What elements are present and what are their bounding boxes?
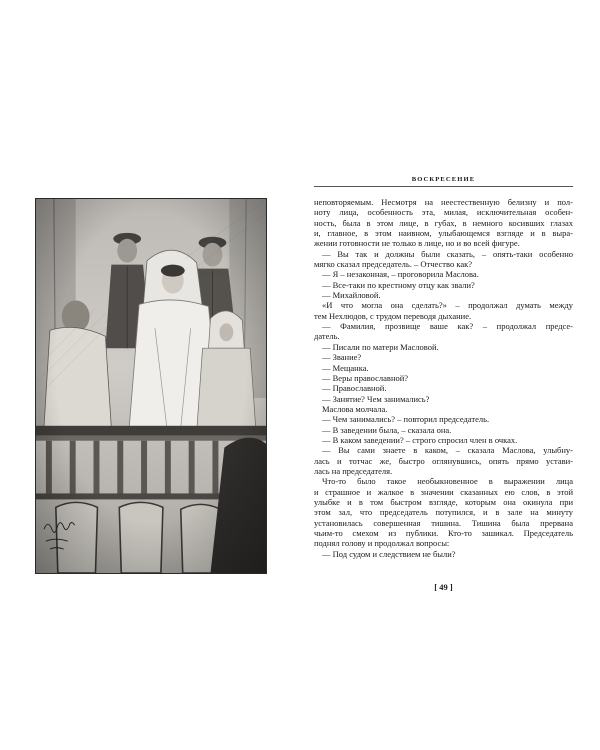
text-line: — Вы сами знаете в каком, – сказала Маслова, улыбну-	[322, 445, 573, 456]
text-line: «И что могла она сделать?» – продолжал думать между	[322, 300, 573, 311]
text-line: этом зал, что председатель потупился, и в зале на минуту	[314, 507, 573, 518]
text-line: лась на председателя.	[314, 465, 393, 476]
text-line: — Вы так и должны были сказать, – опять-таки особенно	[322, 248, 573, 259]
text-line: — Чем занимались? – повторил председатель.	[322, 414, 490, 425]
courtroom-sketch-svg	[36, 199, 266, 573]
courtroom-illustration	[35, 198, 267, 574]
text-line: — Писали по матери Масловой.	[322, 341, 439, 352]
text-line: и страшное и жалкое в значении сказанных ею слов, в этой	[314, 486, 573, 497]
text-line: Что-то было такое необыкновенное в выражении лица	[322, 476, 573, 487]
text-line: датель.	[314, 331, 340, 342]
text-line: — Мещанка.	[322, 362, 369, 373]
text-line: лась и тотчас же, быстро оглянувшись, опять прямо устави-	[314, 455, 573, 466]
text-line: улыбке и в том быстром взгляде, которым она окинула при	[314, 496, 573, 507]
text-line: мягко сказал председатель. – Отчество как?	[314, 259, 473, 270]
header-rule	[314, 186, 573, 187]
text-line: тем Нехлюдов, с трудом переводя дыхание.	[314, 310, 472, 321]
text-line: Маслова молчала.	[322, 403, 388, 414]
text-line: установилась совершенная тишина. Тишина была прервана	[314, 517, 573, 528]
text-line: — Под судом и следствием не были?	[322, 548, 456, 559]
text-line: ноту лица, особенность эта, милая, исключительная особен-	[314, 207, 573, 218]
text-line: неповторяемым. Несмотря на неестественную белизну и пол-	[314, 197, 573, 207]
body-text	[314, 197, 573, 559]
text-line: и, главное, в этом наивном, улыбающемся взгляде и в выра-	[314, 228, 573, 239]
text-line: — Фамилия, прозвище ваше как? – продолжал предсе-	[322, 321, 573, 332]
page-number: [ 49 ]	[434, 582, 453, 592]
text-line: чьим-то смехом из публики. Кто-то зашикал. Председатель	[314, 528, 573, 538]
text-line: — Веры православной?	[322, 372, 409, 383]
text-line: — Все-таки по крестному отцу как звали?	[322, 279, 475, 290]
text-line: — Михайловой.	[322, 290, 381, 301]
text-line: поднял голову и продолжал вопросы:	[314, 538, 450, 549]
text-line: жении готовности не только в лице, но и во всей фигуре.	[314, 238, 520, 249]
text-line: — В каком заведении? – строго спросил член в очках.	[322, 434, 518, 445]
text-line: — Занятие? Чем занимались?	[322, 393, 430, 404]
text-line: — Я – незаконная, – проговорила Маслова.	[322, 269, 479, 280]
text-line: ность, была в этом лице, в губах, в немного косивших глазах	[314, 217, 573, 228]
text-line: — В заведении была, – сказала она.	[322, 424, 452, 435]
running-head: ВОСКРЕСЕНИЕ	[411, 176, 476, 183]
text-line: — Звание?	[322, 352, 362, 363]
text-line: — Православной.	[322, 383, 387, 394]
